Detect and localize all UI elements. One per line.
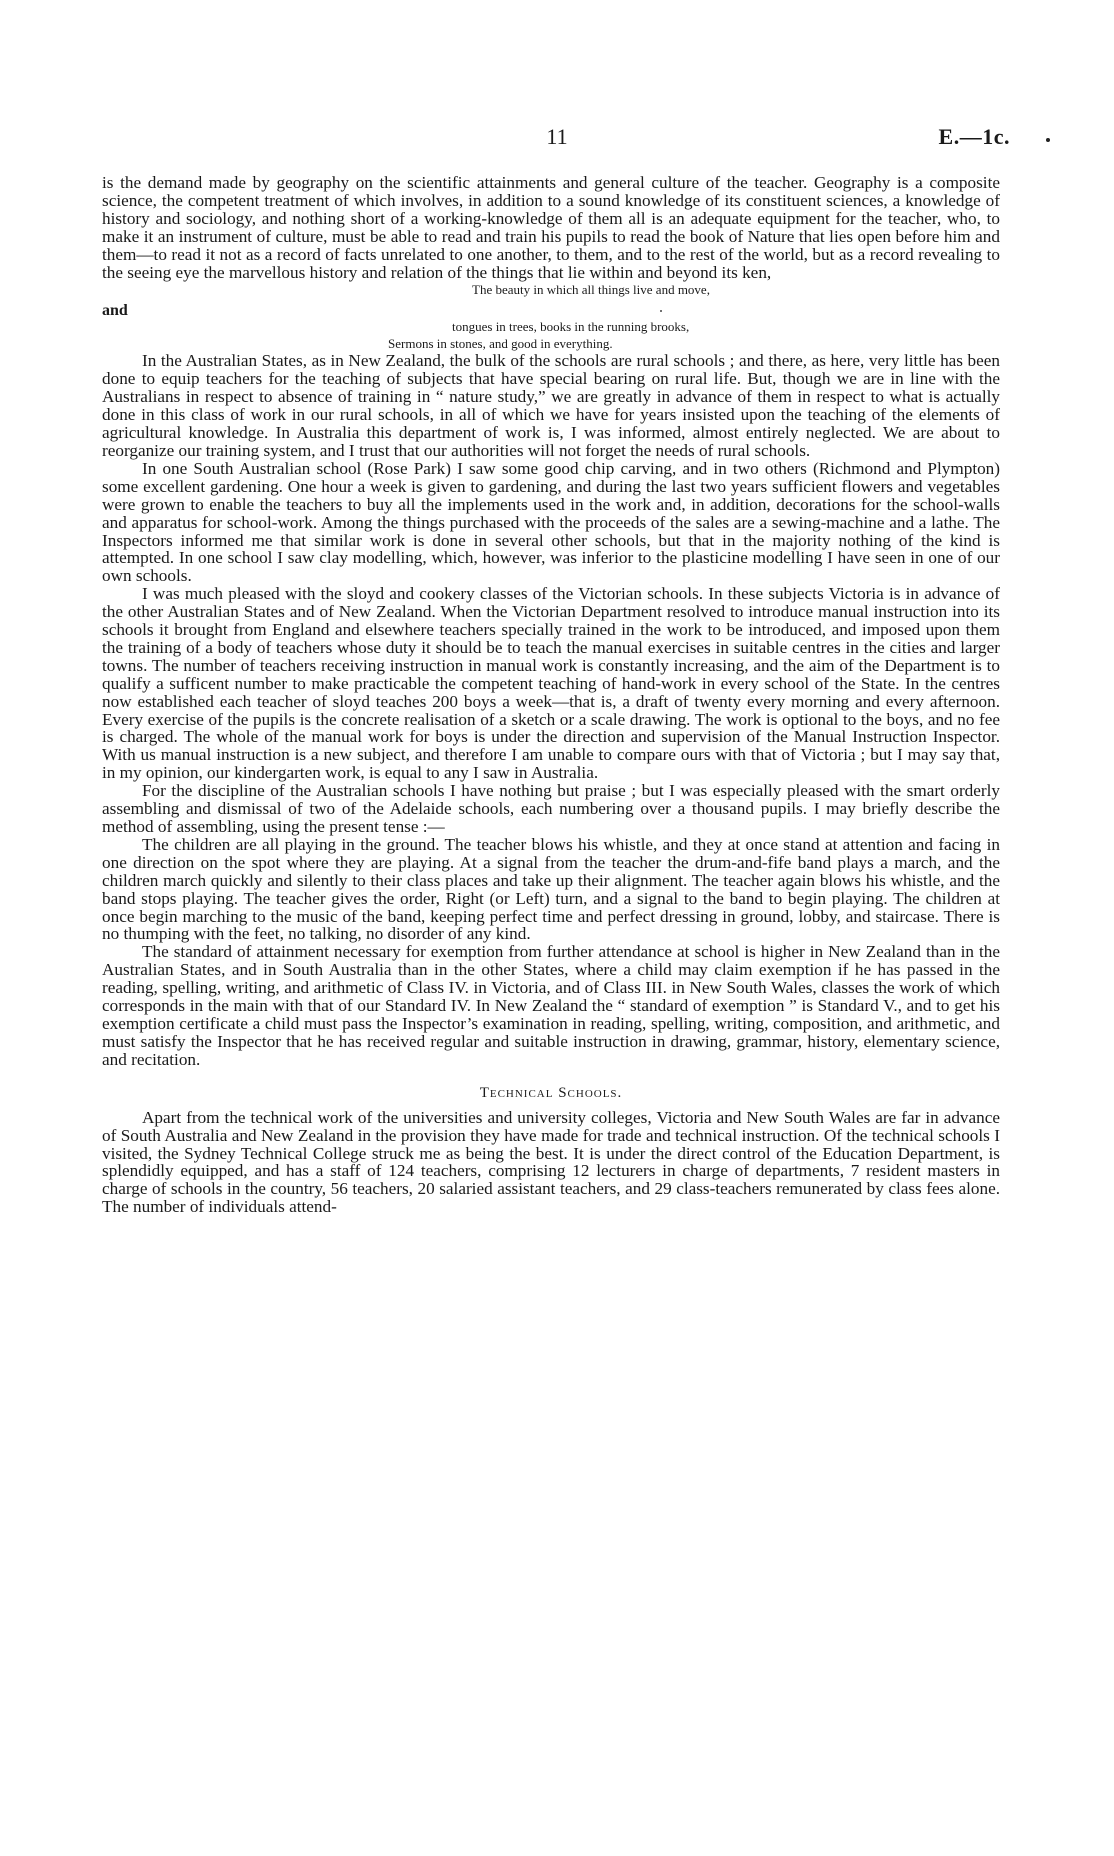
paragraph-technical-schools: Apart from the technical work of the universities and university colleges, Victoria and New South Wales are far in advance of South Australia and New Zealand in the provision they have made for trade and technical instruction. Of the technical schools I visited, the Sydney Technical College struck me as being the best. It is under the direct control of the Education Department, is splendidly equipped, and has a staff of 124 teachers, comprising 12 lecturers in charge of departments, 7 resident masters in charge of schools in the country, 56 teachers, 20 salaried assistant teachers, and 29 class-teachers remunerated by class fees alone. The number of individuals attend- bbox=[102, 1107, 1000, 1217]
quote-line-3: Sermons in stones, and good in everything. bbox=[388, 336, 613, 352]
quote-connector bbox=[102, 298, 1000, 318]
quote-line-2: tongues in trees, books in the running brooks, bbox=[452, 319, 690, 335]
section-heading: Technical Schools. bbox=[479, 1084, 623, 1101]
page-number: 11 bbox=[546, 124, 568, 149]
and-word: and bbox=[102, 302, 128, 320]
paragraph-assembling: The children are all playing in the ground. The teacher blows his whistle, and they at once stand at attention and facing in one direction on the spot where they are playing. At a signal from the teacher the drum-and-fife band plays a march, and the children march quickly and silently to their class places and take up their alignment. The teacher again blows his whistle, and the band stops playing. The teacher gives the order, Right (or Left) turn, and a signal to the band to begin playing. The children at once begin marching to the music of the band, keeping perfect time and perfect dressing in ground, lobby, and staircase. There is no thumping with the feet, no talking, no disorder of any kind. bbox=[102, 834, 1000, 944]
paragraph-exemption: The standard of attainment necessary for exemption from further attendance at school is higher in New Zealand than in the Australian States, and in South Australia than in the other States, where a child may claim exemption if he has passed in the reading, spelling, writing, and arithmetic of Class IV. in Victoria, and of Class III. in New South Wales, classes the work of which corresponds in the main with that of our Standard IV. In New Zealand the “ standard of exemption ” is Standard V., and to get his exemption certificate a child must pass the Inspector’s examination in reading, spelling, writing, composition, and arithmetic, and must satisfy the Inspector that he has received regular and suitable instruction in drawing, grammar, history, elementary science, and recitation. bbox=[102, 942, 1000, 1069]
intro-paragraph: is the demand made by geography on the scientific attainments and general culture of the teacher. Geography is a composite science, the competent treatment of which involves, in addition to a sound knowledge of its constituent sciences, a knowledge of history and sociology, and nothing short of a working-knowledge of them all is an adequate equipment for the teacher, who, to make it an instrument of culture, must be able to read and train his pupils to read the book of Nature that lies open before him and them—to read it not as a record of facts unrelated to one another, to them, and to the rest of the world, but as a record revealing to the seeing eye the marvellous history and relation of the things that lie within and beyond its ken, bbox=[102, 173, 1000, 282]
stray-dot bbox=[660, 310, 662, 312]
document-reference: E.—1c. bbox=[938, 124, 1010, 149]
margin-dot bbox=[1046, 138, 1050, 142]
quote-line-1: The beauty in which all things live and move, bbox=[472, 282, 710, 298]
paragraph-sloyd-cookery: I was much pleased with the sloyd and cookery classes of the Victorian schools. In these subjects Victoria is in advance of the other Australian States and of New Zealand. When the Victorian Department resolved to introduce manual instruction into its schools it brought from England and elsewhere teachers specially trained in the work to be introduced, and imposed upon them the training of a body of teachers whose duty it should be to teach the manual exercises in suitable centres in the cities and larger towns. The number of teachers receiving instruction in manual work is constantly increasing, and the aim of the Department is to qualify a sufficent number to make practicable the competent teaching of hand-work in every school of the State. In the centres now established each teacher of sloyd teaches 200 boys a week—that is, a draft of twenty every morning and every afternoon. Every exercise of the pupils is the concrete realisation of a sketch or a scale drawing. The work is optional to the boys, and no fee is charged. The whole of the manual work for boys is under the direction and supervision of the Manual Instruction Inspector. With us manual instruction is a new subject, and therefore I am unable to compare ours with that of Victoria ; but I may say that, in my opinion, our kindergarten work, is equal to any I saw in Australia. bbox=[102, 584, 1000, 783]
body-text bbox=[102, 174, 1000, 1216]
paragraph-discipline: For the discipline of the Australian schools I have nothing but praise ; but I was especially pleased with the smart orderly assembling and dismissal of two of the Adelaide schools, each numbering over a thousand pupils. I may briefly describe the method of assembling, using the present tense :— bbox=[102, 781, 1000, 836]
paragraph-rural-schools: In the Australian States, as in New Zealand, the bulk of the schools are rural schools ; and there, as here, very little has been done to equip teachers for the teaching of subjects that have special bearing on rural life. But, though we are in line with the Australians in respect to absence of training in “ nature study,” we are greatly in advance of them in respect to what is actually done in this class of work in our rural schools, in all of which we have for years insisted upon the teaching of the elements of agricultural knowledge. In Australia this department of work is, I was informed, almost entirely neglected. We are about to reorganize our training system, and I trust that our authorities will not forget the needs of rural schools. bbox=[102, 351, 1000, 460]
page-header bbox=[0, 124, 1114, 154]
paragraph-south-australian-school: In one South Australian school (Rose Park) I saw some good chip carving, and in two others (Richmond and Plympton) some excellent gardening. One hour a week is given to gardening, and during the last two years sufficient flowers and vegetables were grown to enable the teachers to buy all the implements used in the work and, in addition, decorations for the school-walls and apparatus for school-work. Among the things purchased with the proceeds of the sales are a sewing-machine and a lathe. The Inspectors informed me that similar work is done in several other schools, but that in the majority nothing of the kind is attempted. In one school I saw clay modelling, which, however, was inferior to the plasticine modelling I have seen in one of our own schools. bbox=[102, 458, 1000, 586]
